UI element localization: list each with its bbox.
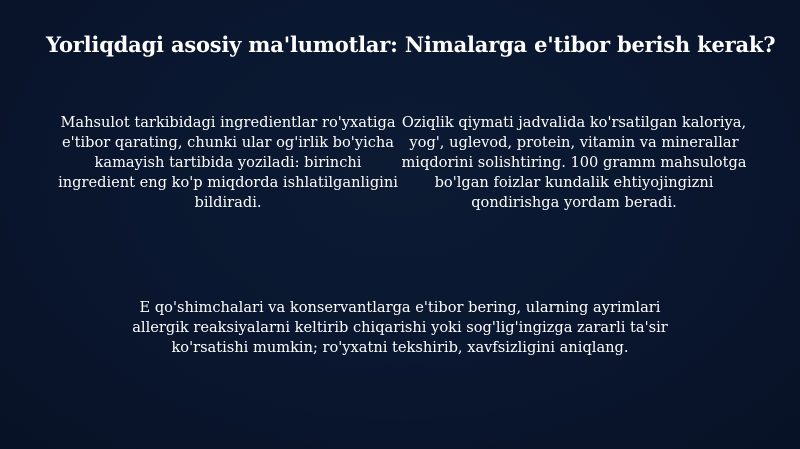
slide-title: Yorliqdagi asosiy ma'lumotlar: Nimalarga e'tibor berish kerak? [46, 32, 776, 57]
additives-paragraph: E qo'shimchalari va konservantlarga e'tibor bering, ularning ayrimlari allergik reaksiyalarni keltirib chiqarishi yoki sog'lig'ingizga zararli ta'sir ko'rsatishi mumkin; ro'yxatni tekshirib, xavfsizligini aniqlang. [132, 299, 668, 356]
nutrition-facts-paragraph: Oziqlik qiymati jadvalida ko'rsatilgan kaloriya, yog', uglevod, protein, vitamin va minerallar miqdorini solishtiring. 100 gramm mahsulotga bo'lgan foizlar kundalik ehtiyojingizni qondirishga yordam beradi. [401, 114, 747, 211]
ingredients-paragraph: Mahsulot tarkibidagi ingredientlar ro'yxatiga e'tibor qarating, chunki ular og'irlik bo'yicha kamayish tartibida yoziladi: birinchi ingredient eng ko'p miqdorda ishlatilganligini bildiradi. [58, 114, 398, 211]
